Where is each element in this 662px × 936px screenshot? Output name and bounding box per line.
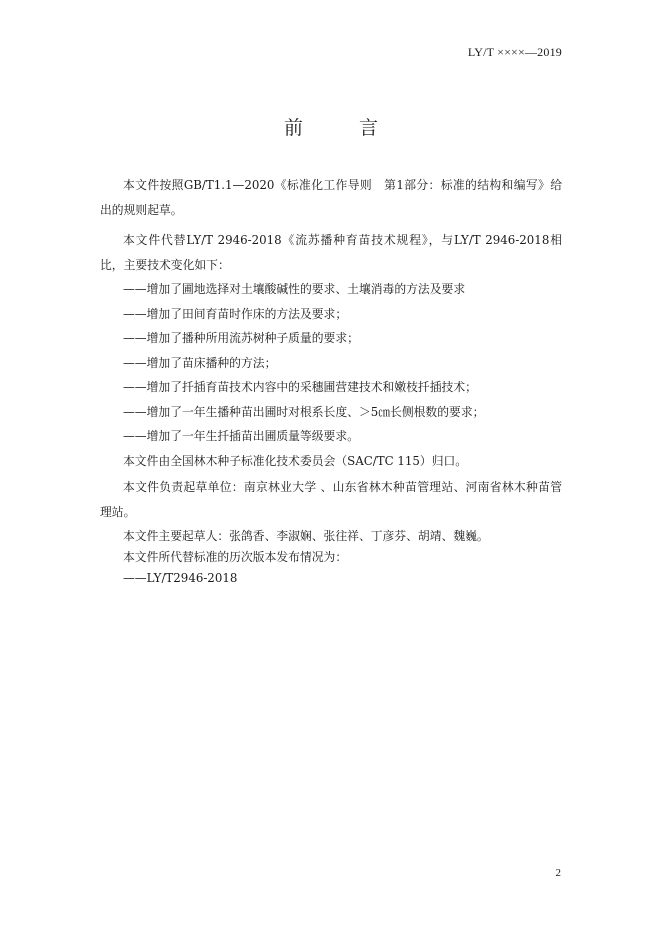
history-intro-paragraph: 本文件所代替标准的历次版本发布情况为： <box>123 550 348 564</box>
replacement-paragraph: 本文件代替LY/T 2946-2018《流苏播种育苗技术规程》，与LY/T 2946-2018相比，主要技术变化如下： <box>100 233 562 272</box>
drafting-units-paragraph: 本文件负责起草单位：南京林业大学 、山东省林木种苗管理站、河南省林木种苗管理站。 <box>100 480 562 519</box>
history-item: ——LY/T2946-2018 <box>123 571 238 585</box>
change-item: ——增加了一年生扦插苗出圃质量等级要求。 <box>123 429 359 443</box>
change-item: ——增加了扦插育苗技术内容中的采穗圃营建技术和嫩枝扦插技术； <box>123 380 477 394</box>
page-number: 2 <box>555 867 561 879</box>
technical-committee-paragraph: 本文件由全国林木种子标准化技术委员会（SAC/TC 115）归口。 <box>123 453 468 468</box>
change-item: ——增加了苗床播种的方法； <box>123 355 277 370</box>
change-item: ——增加了圃地选择对土壤酸碱性的要求、土壤消毒的方法及要求 <box>123 282 466 296</box>
standard-code-header: LY/T ××××—2019 <box>467 45 562 59</box>
change-item: ——增加了播种所用流苏树种子质量的要求； <box>123 331 359 345</box>
change-item: ——增加了田间育苗时作床的方法及要求； <box>123 306 348 321</box>
foreword-body <box>100 173 562 589</box>
change-item: ——增加了一年生播种苗出圃时对根系长度、＞5㎝长侧根数的要求； <box>123 404 485 419</box>
drafting-rules-paragraph: 本文件按照GB/T1.1—2020《标准化工作导则 第1部分：标准的结构和编写》给出的规则起草。 <box>100 178 562 217</box>
drafters-paragraph: 本文件主要起草人：张鸽香、李淑娴、张往祥、丁彦芬、胡靖、魏巍。 <box>123 529 489 543</box>
page-title: 前言 <box>283 117 434 139</box>
